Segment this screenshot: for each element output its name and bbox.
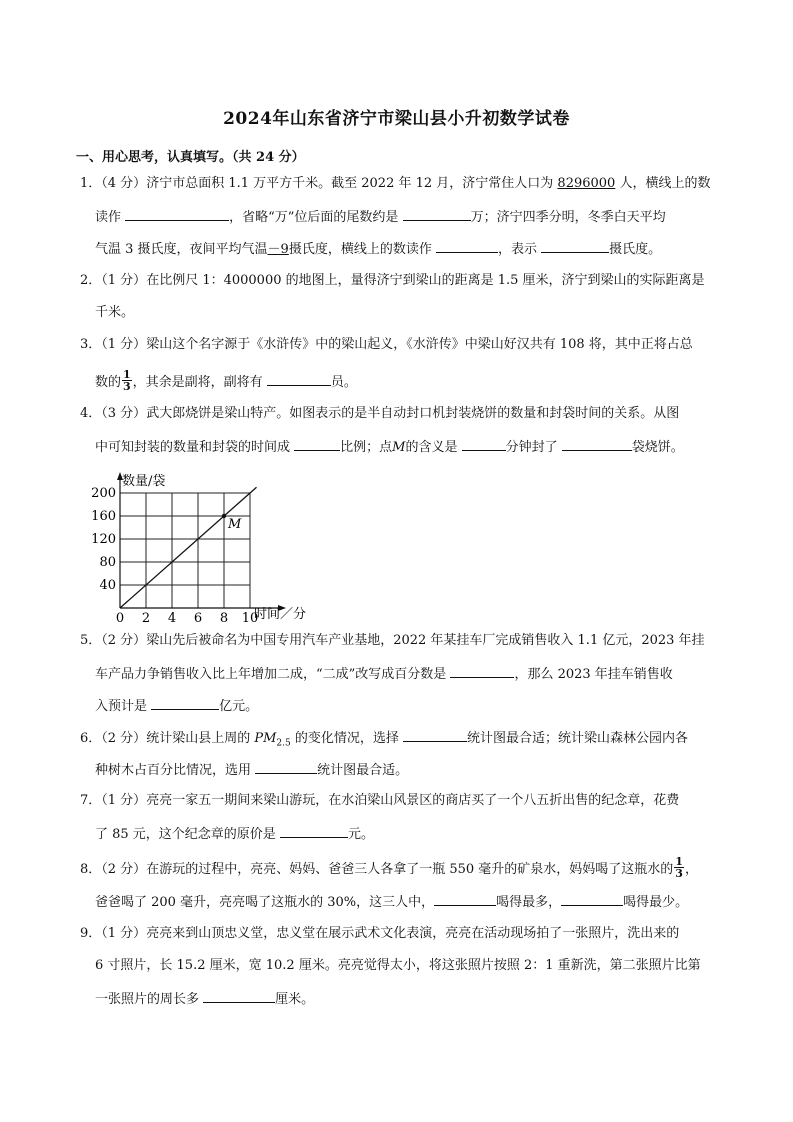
question-2 [80,273,705,289]
question-8 [80,855,698,881]
question-text: 千米。 [95,305,135,320]
question-text: 亿元。 [219,699,259,714]
y-axis-label: 数量/袋 [122,474,166,489]
question-number: 1． [80,176,102,191]
question-text: 统计图最合适；统计梁山森林公园内各 [466,731,688,746]
y-tick-label: 160 [91,509,116,524]
y-tick-label: 80 [99,555,116,570]
question-score: （2 分） [101,862,147,877]
answer-blank[interactable] [294,438,340,451]
question-score: （1 分） [101,337,147,352]
question-number: 5． [80,633,102,648]
question-number: 7． [80,793,102,808]
answer-blank[interactable] [280,825,348,838]
question-score: （1 分） [101,793,147,808]
question-text: 喝得最少。 [623,895,689,910]
y-tick-label: 200 [91,486,116,501]
question-text: 的变化情况，选择 [290,731,403,746]
question-text: 一张照片的周长多 [95,992,204,1007]
pm-symbol: PM [254,731,277,746]
question-score: （2 分） [101,731,147,746]
question-5-line-2 [95,665,673,683]
x-tick-label: 10 [241,611,259,626]
question-text: 在游玩的过程中，亮亮、妈妈、爸爸三人各拿了一瓶 550 毫升的矿泉水，妈妈喝了这瓶水的 [146,862,674,877]
question-3 [80,337,693,353]
question-score: （1 分） [101,926,147,941]
answer-blank[interactable] [151,697,219,710]
question-text: 统计梁山县上周的 [146,731,255,746]
question-1-line-2 [95,208,666,226]
answer-blank[interactable] [203,990,275,1003]
question-text: 袋烧饼。 [631,440,684,455]
answer-blank[interactable] [125,208,229,221]
question-text: 梁山这个名字源于《水浒传》中的梁山起义，《水浒传》中梁山好汉共有 108 将，其中正将占总 [146,337,693,352]
question-number: 4． [80,406,102,421]
question-text: 摄氏度，横线上的数读作 [288,242,436,257]
y-tick-label: 120 [91,532,116,547]
question-text: 喝得最多， [496,895,562,910]
question-4-line-2 [95,438,684,456]
x-axis-label: 时间／分 [254,607,307,622]
answer-blank[interactable] [403,729,467,742]
question-2-line-2 [95,305,134,321]
question-7 [80,793,679,809]
page-title: 2024年山东省济宁市梁山县小升初数学试卷 [223,109,570,129]
question-text: 统计图最合适。 [317,763,409,778]
question-text: 车产品力争销售收入比上年增加二成，“二成”改写成百分数是 [95,667,451,682]
question-text: 比例；点 [340,440,393,455]
question-3-line-2 [95,368,357,394]
line-chart [88,468,348,628]
question-number: 6． [80,731,102,746]
question-text: 中可知封装的数量和封袋的时间成 [95,440,295,455]
question-score: （3 分） [101,406,147,421]
question-score: （2 分） [101,633,147,648]
x-tick-label: 4 [167,611,177,626]
question-text: 读作 [95,210,126,225]
question-text: 武大郎烧饼是梁山特产。如图表示的是半自动封口机封装烧饼的数量和封袋时间的关系。从图 [146,406,680,421]
question-text: 在比例尺 1：4000000 的地图上，量得济宁到梁山的距离是 1.5 厘米，济宁到梁山的实际距离是 [146,273,705,288]
point-label: M [392,440,406,455]
underlined-number: 8296000 [557,176,616,191]
question-score: （4 分） [101,176,147,191]
question-8-line-2 [95,893,688,911]
question-text: ，那么 2023 年挂车销售收 [514,667,673,682]
x-tick-label: 0 [115,611,125,626]
question-5 [80,633,705,649]
question-text: 气温 3 摄氏度，夜间平均气温 [95,242,268,257]
question-text: 员。 [330,375,357,390]
question-text: 厘米。 [275,992,315,1007]
answer-blank[interactable] [436,240,498,253]
section-heading: 一、用心思考，认真填写。（共 24 分） [76,150,305,165]
answer-blank[interactable] [462,438,506,451]
question-9-line-2 [95,958,701,974]
question-text: 分钟封了 [505,440,562,455]
answer-blank[interactable] [450,665,514,678]
series-line [120,487,257,608]
answer-blank[interactable] [255,761,317,774]
fraction: $\frac{1}{3}$ [123,368,131,393]
question-text: 入预计是 [95,699,152,714]
question-text: 摄氏度。 [609,242,662,257]
question-4 [80,406,679,422]
question-score: （1 分） [101,273,147,288]
question-text: ，其余是副将，副将有 [132,375,267,390]
question-text: 6 寸照片，长 15.2 厘米，宽 10.2 厘米。亮亮觉得太小，将这张照片按照 2：1 重新洗，第二张照片比第 [95,958,701,973]
answer-blank[interactable] [434,893,496,906]
pm-subscript: 2.5 [276,738,291,749]
question-6-line-2 [95,761,408,779]
y-tick-label: 40 [99,578,116,593]
question-text: ，省略“万”位后面的尾数约是 [229,210,403,225]
question-text: 的含义是 [405,440,462,455]
question-text: 了 85 元，这个纪念章的原价是 [95,827,280,842]
question-text: ， [684,862,698,877]
question-5-line-3 [95,697,258,715]
question-text: 梁山先后被命名为中国专用汽车产业基地，2022 年某挂车厂完成销售收入 1.1 亿元，2023 年挂 [146,633,705,648]
answer-blank[interactable] [562,438,632,451]
answer-blank[interactable] [541,240,609,253]
point-m-label: M [228,517,242,532]
x-tick-label: 2 [141,611,151,626]
x-tick-label: 8 [219,611,229,626]
fraction: $\frac{1}{3}$ [675,855,683,880]
question-text: 数的 [95,375,122,390]
question-9-line-3 [95,990,314,1008]
question-text: 亮亮来到山顶忠义堂，忠义堂在展示武术文化表演，亮亮在活动现场拍了一张照片，洗出来的 [146,926,680,941]
answer-blank[interactable] [267,373,331,386]
question-1 [80,176,710,192]
point-m [222,514,226,518]
underlined-number: －9 [267,242,289,257]
question-text: 万；济宁四季分明，冬季白天平均 [470,210,666,225]
answer-blank[interactable] [403,208,471,221]
question-number: 9． [80,926,102,941]
question-text: 人，横线上的数 [615,176,711,191]
question-text: 元。 [347,827,374,842]
question-text: 亮亮一家五一期间来梁山游玩，在水泊梁山风景区的商店买了一个八五折出售的纪念章，花费 [146,793,680,808]
question-7-line-2 [95,825,374,843]
question-number: 3． [80,337,102,352]
question-text: 种树木占百分比情况，选用 [95,763,256,778]
question-1-line-3 [95,240,661,258]
question-text: ，表示 [497,242,542,257]
question-number: 8． [80,862,102,877]
question-text: 济宁市总面积 1.1 万平方千米。截至 2022 年 12 月，济宁常住人口为 [146,176,558,191]
question-9 [80,926,679,942]
answer-blank[interactable] [561,893,623,906]
x-tick-label: 6 [193,611,203,626]
question-text: 爸爸喝了 200 毫升，亮亮喝了这瓶水的 30%，这三人中， [95,895,435,910]
question-number: 2． [80,273,102,288]
question-6 [80,729,688,752]
